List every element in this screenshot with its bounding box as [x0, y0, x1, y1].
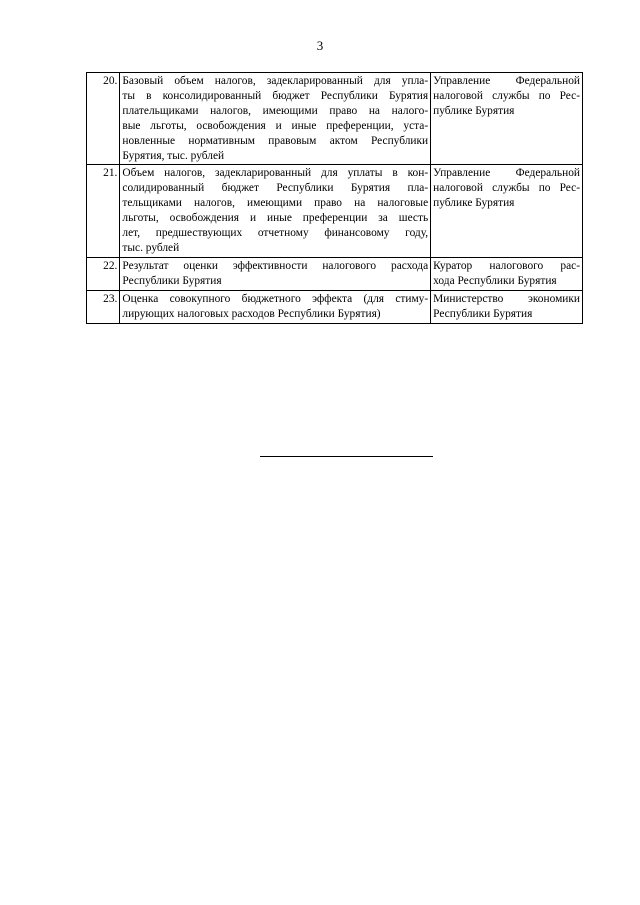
description-line: Бурятия, тыс. рублей	[122, 149, 225, 162]
description-line: плательщиками налогов, имеющими право на налого-	[122, 104, 429, 117]
description-line: вые льготы, освобождения и иные преференции, уста-	[122, 119, 429, 132]
indicator-description	[120, 165, 431, 257]
responsible-line: публике Бурятия	[433, 197, 515, 210]
indicator-description	[120, 257, 431, 290]
table-row	[87, 290, 583, 323]
description-line: Объем налогов, задекларированный для уплаты в кон-	[122, 167, 429, 180]
table-row	[87, 165, 583, 257]
description-line: Результат оценки эффективности налогового расхода	[122, 259, 429, 272]
indicator-description	[120, 290, 431, 323]
description-line: новленные нормативным правовым актом Республики	[122, 134, 429, 147]
row-number: 22.	[87, 257, 120, 290]
description-line: тельщиками налогов, имеющими право на налоговые	[122, 197, 429, 210]
responsible-body	[431, 257, 583, 290]
row-number: 20.	[87, 73, 120, 165]
description-line: лет, предшествующих отчетному финансовому году,	[122, 227, 429, 240]
responsible-line: публике Бурятия	[433, 104, 515, 117]
description-line: тыс. рублей	[122, 241, 180, 254]
description-line: солидированный бюджет Республики Бурятия пла-	[122, 182, 429, 195]
responsible-body	[431, 290, 583, 323]
responsible-line: Управление Федеральной	[433, 167, 580, 180]
responsible-line: Управление Федеральной	[433, 75, 580, 87]
row-number: 23.	[87, 290, 120, 323]
responsible-body	[431, 165, 583, 257]
responsible-line: хода Республики Бурятия	[433, 274, 557, 287]
responsible-line: Куратор налогового рас-	[433, 259, 580, 272]
indicators-table	[86, 72, 583, 324]
page-number: 3	[316, 38, 324, 53]
description-line: ты в консолидированный бюджет Республики Бурятия	[122, 89, 429, 102]
responsible-line: Министерство экономики	[433, 292, 580, 305]
responsible-line: налоговой службы по Рес-	[433, 89, 580, 102]
indicator-description	[120, 73, 431, 165]
responsible-line: Республики Бурятия	[433, 307, 533, 320]
description-line: льготы, освобождения и иные преференции за шесть	[122, 212, 429, 225]
table-row	[87, 73, 583, 165]
description-line: Оценка совокупного бюджетного эффекта (для стиму-	[122, 292, 429, 305]
responsible-line: налоговой службы по Рес-	[433, 182, 580, 195]
description-line: Базовый объем налогов, задекларированный для упла-	[122, 75, 429, 87]
table-row	[87, 257, 583, 290]
row-number: 21.	[87, 165, 120, 257]
description-line: Республики Бурятия	[122, 274, 222, 287]
end-of-document-rule	[260, 456, 433, 457]
responsible-body	[431, 73, 583, 165]
description-line: лирующих налоговых расходов Республики Бурятия)	[122, 307, 381, 320]
